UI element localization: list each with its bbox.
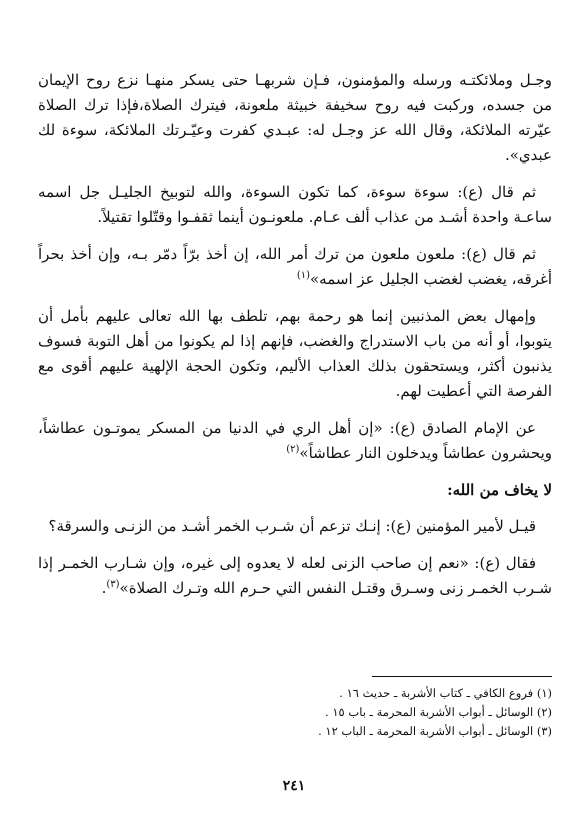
paragraph-5 [38,416,552,466]
footnote-ref-1: (١) [296,270,310,281]
footnote-ref-2: (٢) [286,444,300,455]
paragraph-7 [38,551,552,601]
main-text [38,68,552,613]
paragraph-3-text: ثم قال (ع): ملعون ملعون من ترك أمر الله، إن أخذ برّاً دمّر بـه، وإن أخذ بحراً أغرقه، يغضب لغضب الجليل عز اسمه» [38,245,552,288]
footnote-2: (٢) الوسائل ـ أبواب الأشربة المحرمة ـ باب ١٥ . [325,705,552,719]
paragraph-1: وجـل وملائكتـه ورسله والمؤمنون، فـإن شربهـا حتى يسكر منهـا نزع روح الإيمان من جسده، وركبت فيه روح سخيفة خبيثة ملعونة، فيترك الصلاة،فإذا ترك الصلاة عيّرته الملائكة، وقال الله عز وجـل له: عبـدي كفرت وعيّـرتك الملائكة، سوءة لك عبدي». [38,71,552,164]
paragraph-2: ثم قال (ع): سوءة سوءة، كما تكون السوءة، والله لتوبيخ الجليـل جل اسمه ساعـة واحدة أشـد من عذاب ألف عـام. ملعونـون أينما ثقفـوا وقتّلوا تقتيلاً. [38,183,552,226]
footnote-1: (١) فروع الكافي ـ كتاب الأشربة ـ حديث ١٦ . [339,686,552,700]
paragraph-6: قيـل لأمير المؤمنين (ع): إنـك تزعم أن شـرب الخمر أشـد من الزنـى والسرقة؟ [48,517,536,535]
footnote-ref-3: (٣) [106,579,120,590]
paragraph-7-text: فقال (ع): «نعم إن صاحب الزنى لعله لا يعدوه إلى غيره، وإن شـارب الخمـر إذا شـرب الخمـر زنى وسـرق وقتـل النفس التي حـرم الله وتـرك الصلاة» [38,554,552,597]
paragraph-7-end: . [101,579,107,597]
footnote-3: (٣) الوسائل ـ أبواب الأشربة المحرمة ـ الباب ١٢ . [318,724,552,738]
footnote-divider [372,676,552,677]
page-number: ٢٤١ [282,778,306,794]
footnotes [38,684,552,741]
section-heading: لا يخاف من الله: [447,481,552,499]
paragraph-5-text: عن الإمام الصادق (ع): «إن أهل الري في الدنيا من المسكر يموتـون عطاشاً، ويحشرون عطاشاً ويدخلون النار عطاشاً» [38,419,552,462]
paragraph-3 [38,242,552,292]
paragraph-4: وإمهال بعض المذنبين إنما هو رحمة بهم، تلطف بها الله تعالى عليهم بأمل أن يتوبوا، أو أنه من باب الاستدراج والغضب، فإنهم إذا لم يكونوا من أهل التوبة فسوف يذنبون أكثر، ويستحقون بذلك العذاب الأليم، وتكون الحجة الإلهية عليهم أقوى مع الفرصة التي أعطيت لهم. [38,307,552,400]
